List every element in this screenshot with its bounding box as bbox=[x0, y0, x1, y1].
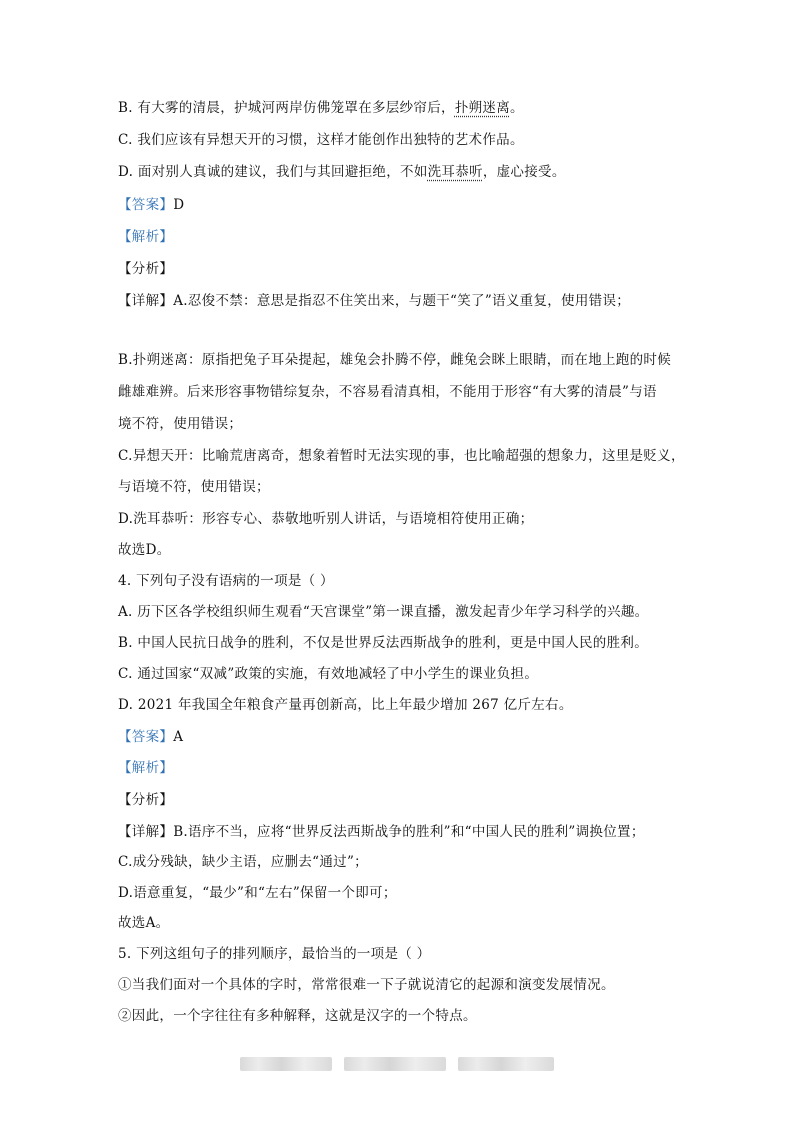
q3-option-b-idiom: 扑朔迷离 bbox=[454, 100, 511, 116]
q3-option-c: C. 我们应该有异想天开的习惯，这样才能创作出独特的艺术作品。 bbox=[118, 132, 524, 148]
q3-option-d-idiom: 洗耳恭听 bbox=[427, 164, 483, 180]
answer-value: A bbox=[173, 729, 184, 745]
q5-sentence-1: ①当我们面对一个具体的字时，常常很难一下子就说清它的起源和演变发展情况。 bbox=[118, 977, 615, 993]
answer-value: D bbox=[173, 197, 185, 213]
q3-detail-b-line2: 雌雄难辨。后来形容事物错综复杂，不容易看清真相，不能用于形容“有大雾的清晨”与语 bbox=[118, 384, 657, 400]
q4-option-a: A. 历下区各学校组织师生观看“天宫课堂”第一课直播，激发起青少年学习科学的兴趣。 bbox=[118, 604, 649, 620]
q4-answer bbox=[118, 727, 183, 747]
q3-analysis-tag: 【解析】 bbox=[118, 229, 174, 245]
q4-fenxi-tag: 【分析】 bbox=[118, 792, 174, 808]
q4-analysis-tag: 【解析】 bbox=[118, 760, 174, 776]
q3-detail-a: 【详解】A.忍俊不禁：意思是指忍不住笑出来，与题干“笑了”语义重复，使用错误； bbox=[118, 293, 631, 309]
q3-detail-c-line1: C.异想天开：比喻荒唐离奇，想象着暂时无法实现的事，也比喻超强的想象力，这里是贬义， bbox=[118, 448, 685, 464]
detail-tag: 【详解】 bbox=[118, 293, 174, 309]
q3-option-b: B. 有大雾的清晨，护城河两岸仿佛笼罩在多层纱帘后，扑朔迷离。 bbox=[118, 100, 524, 116]
q4-option-d: D. 2021 年我国全年粮食产量再创新高，比上年最少增加 267 亿斤左右。 bbox=[118, 697, 573, 713]
q5-stem: 5. 下列这组句子的排列顺序，最恰当的一项是（ ） bbox=[118, 946, 431, 962]
blurred-footer-segment bbox=[344, 1057, 446, 1071]
detail-tag: 【详解】 bbox=[118, 824, 174, 840]
blurred-footer-segment bbox=[240, 1057, 332, 1071]
q4-conclusion: 故选A。 bbox=[118, 915, 170, 931]
q5-sentence-2: ②因此，一个字往往有多种解释，这就是汉字的一个特点。 bbox=[118, 1008, 477, 1024]
q4-detail-d: D.语意重复，“最少”和“左右”保留一个即可； bbox=[118, 885, 397, 901]
q4-stem: 4. 下列句子没有语病的一项是（ ） bbox=[118, 573, 334, 589]
q3-fenxi-tag: 【分析】 bbox=[118, 261, 174, 277]
q4-detail-b: 【详解】B.语序不当，应将“世界反法西斯战争的胜利”和“中国人民的胜利”调换位置； bbox=[118, 824, 645, 840]
answer-tag: 【答案】 bbox=[118, 729, 174, 745]
q3-detail-d: D.洗耳恭听：形容专心、恭敬地听别人讲话，与语境相符使用正确； bbox=[118, 511, 534, 527]
answer-tag: 【答案】 bbox=[118, 197, 174, 213]
q4-option-b: B. 中国人民抗日战争的胜利，不仅是世界反法西斯战争的胜利，更是中国人民的胜利。 bbox=[118, 635, 649, 651]
q3-option-d: D. 面对别人真诚的建议，我们与其回避拒绝，不如洗耳恭听，虚心接受。 bbox=[118, 164, 566, 180]
q3-conclusion: 故选D。 bbox=[118, 542, 171, 558]
q4-option-c: C. 通过国家“双减”政策的实施，有效地减轻了中小学生的课业负担。 bbox=[118, 666, 539, 682]
blurred-footer-segment bbox=[458, 1057, 554, 1071]
q3-answer bbox=[118, 195, 184, 215]
q3-detail-b-line1: B.扑朔迷离：原指把兔子耳朵提起，雄兔会扑腾不停，雌兔会眯上眼睛，而在地上跑的时候 bbox=[118, 352, 672, 368]
q4-detail-c: C.成分残缺，缺少主语，应删去“通过”； bbox=[118, 854, 368, 870]
q3-detail-b-line3: 境不符，使用错误； bbox=[118, 416, 243, 432]
q3-option-c-idiom: 异想天开 bbox=[206, 132, 262, 148]
q3-detail-c-line2: 与语境不符，使用错误； bbox=[118, 479, 270, 495]
